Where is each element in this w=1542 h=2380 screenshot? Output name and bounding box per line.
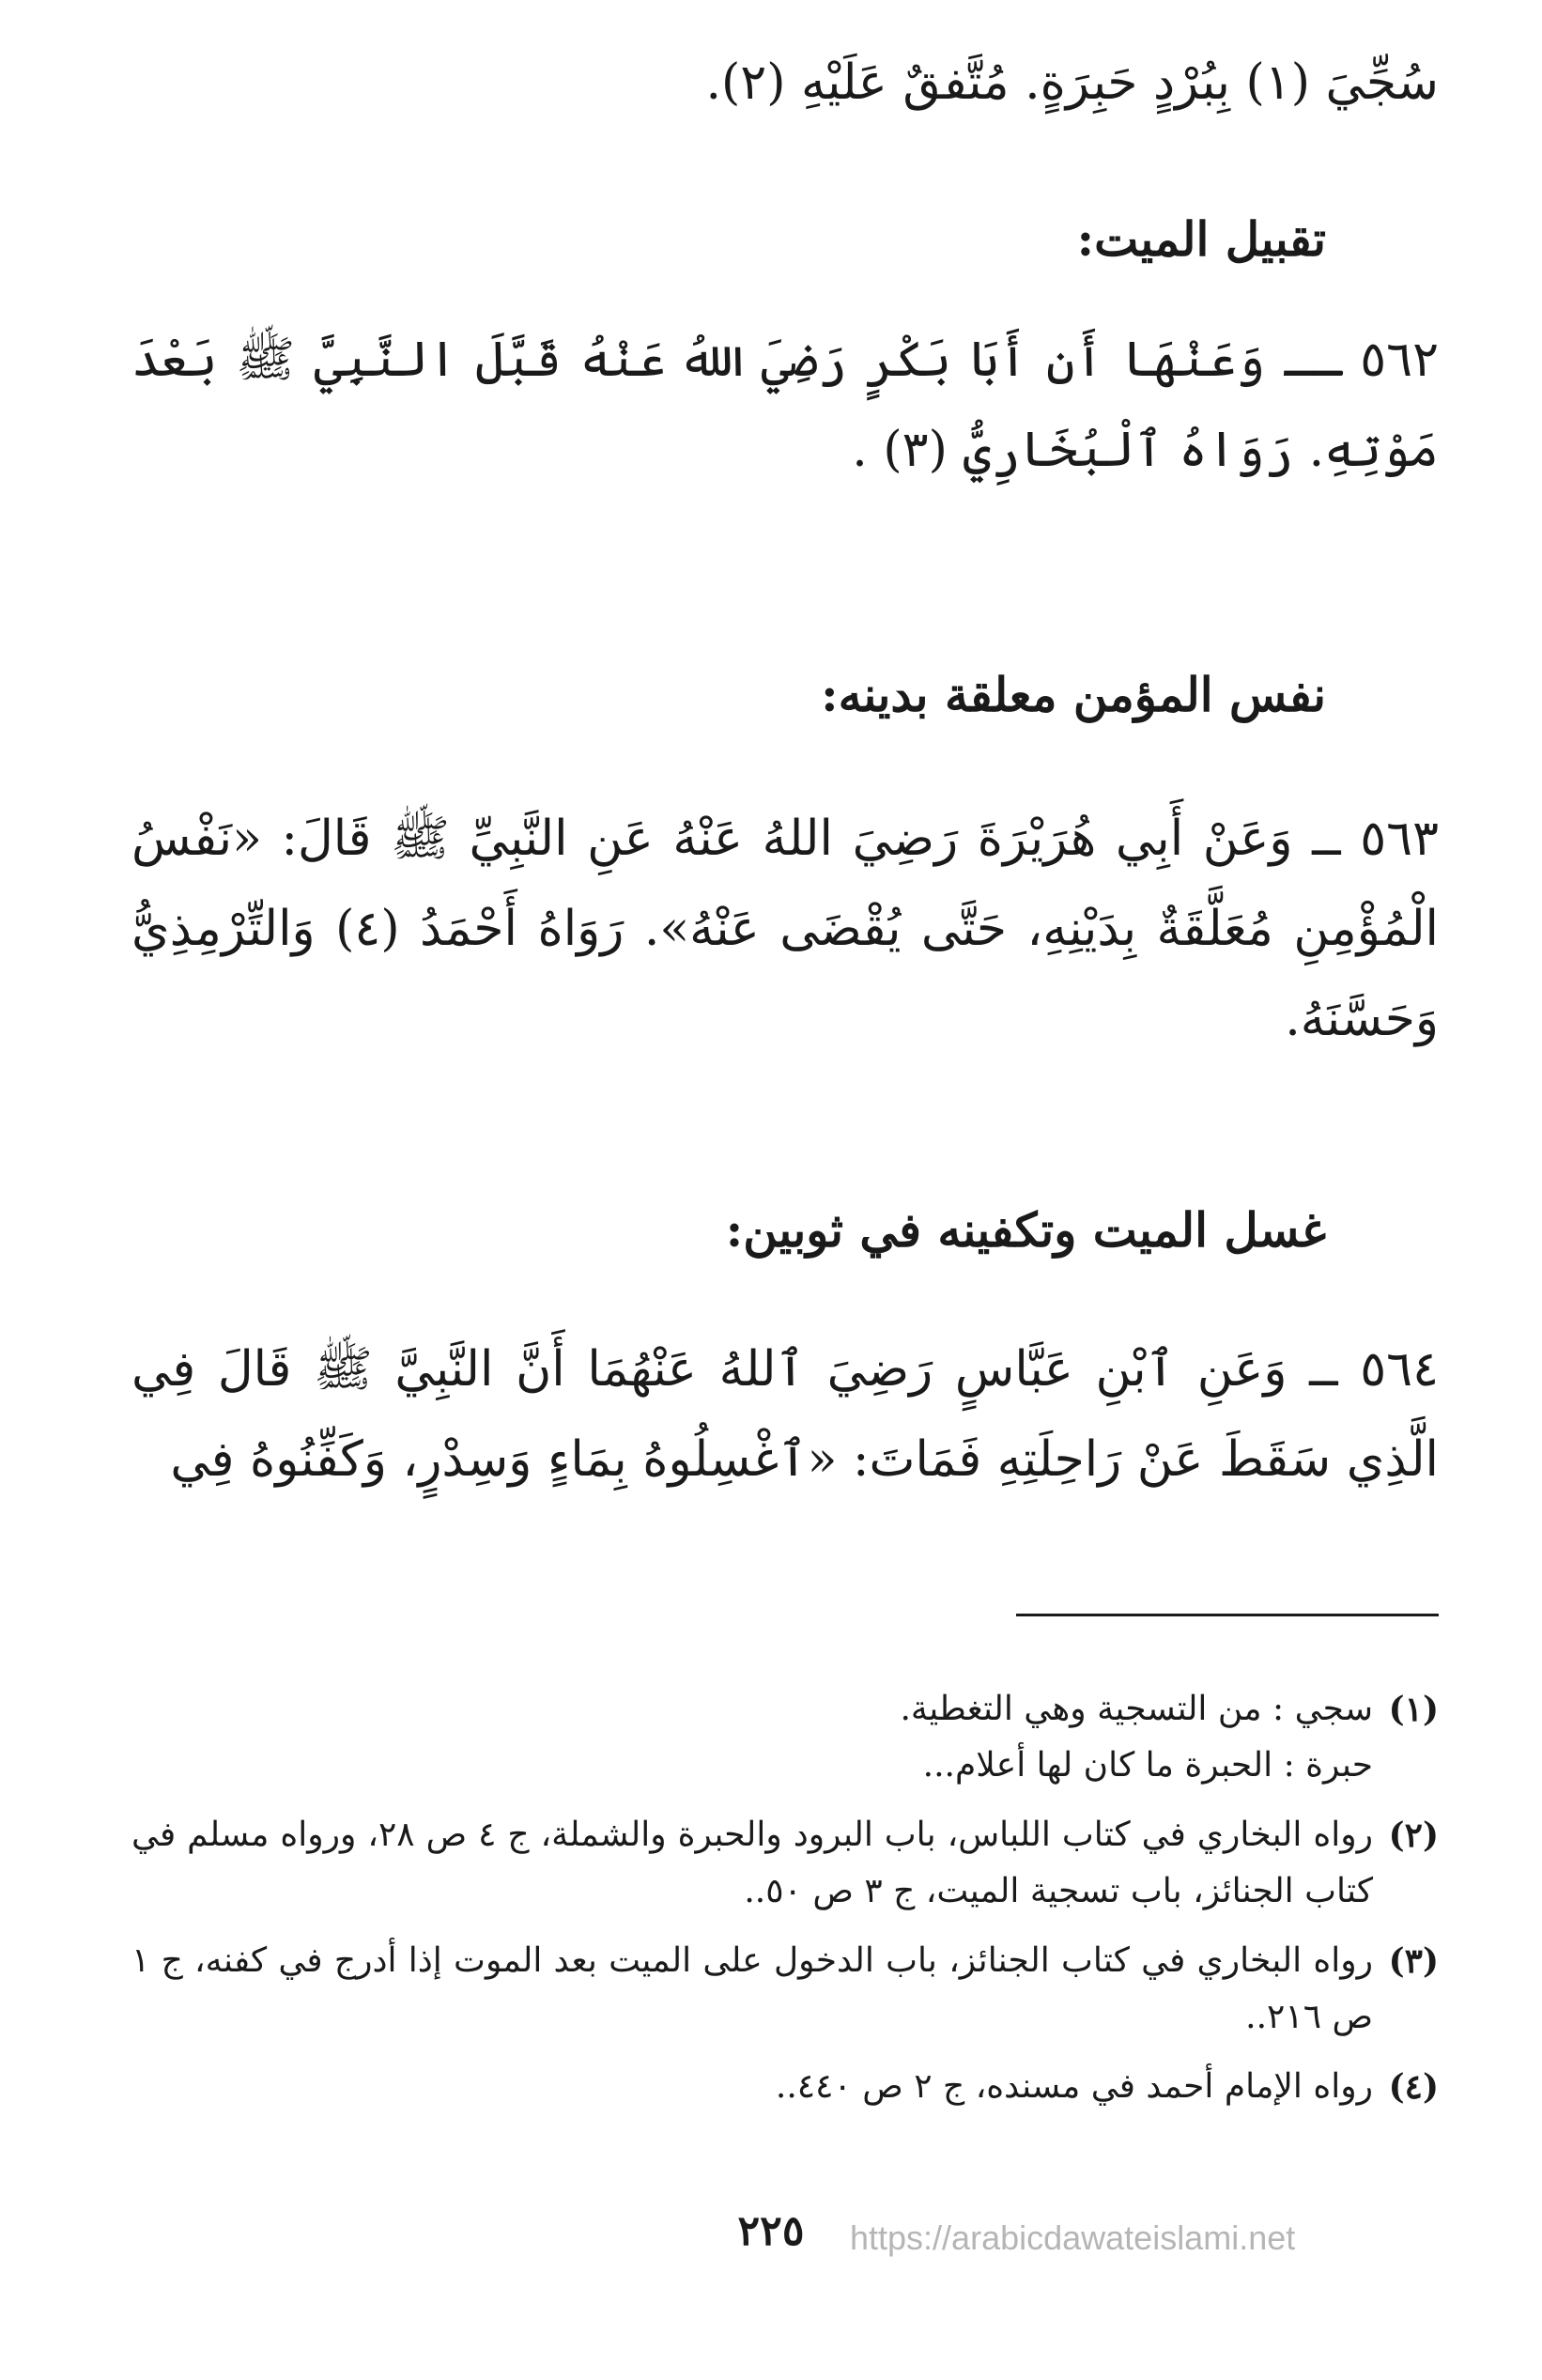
section-heading-2: نفس المؤمن معلقة بدينه: bbox=[821, 667, 1326, 722]
footnote-number: (٢) bbox=[1388, 1816, 1439, 1855]
footnote-number: (٣) bbox=[1388, 1941, 1439, 1981]
footnote-number: (١) bbox=[1388, 1690, 1439, 1729]
hadith-564 bbox=[131, 1324, 1439, 1505]
footnotes bbox=[131, 1681, 1439, 2128]
continuation-line bbox=[131, 38, 1439, 128]
footnote-divider bbox=[1016, 1614, 1439, 1616]
page-number: ٢٢٥ bbox=[737, 2207, 805, 2255]
footnote-body: رواه البخاري في كتاب اللباس، باب البرود والحبرة والشملة، ج ٤ ص ٢٨، ورواه مسلم في كتاب الجنائز، باب تسجية الميت، ج ٣ ص ٥٠.. bbox=[131, 1816, 1373, 1910]
hadith-563-text: ٥٦٣ ــ وَعَنْ أَبِي هُرَيْرَةَ رَضِيَ اللهُ عَنْهُ عَنِ النَّبِيِّ ﷺ قَالَ: «نَفْسُ الْمُؤْمِنِ مُعَلَّقَةٌ بِدَيْنِهِ، حَتَّى يُقْضَى عَنْهُ». رَوَاهُ أَحْمَدُ (٤) وَالتِّرْمِذِيُّ وَحَسَّنَهُ. bbox=[131, 811, 1439, 1047]
hadith-564-text: ٥٦٤ ــ وَعَنِ ٱبْنِ عَبَّاسٍ رَضِيَ ٱللهُ عَنْهُمَا أَنَّ النَّبِيَّ ﷺ قَالَ فِي الَّذِي سَقَطَ عَنْ رَاحِلَتِهِ فَمَاتَ: «ٱغْسِلُوهُ بِمَاءٍ وَسِدْرٍ، وَكَفِّنُوهُ فِي bbox=[131, 1341, 1439, 1488]
footnote-number: (٤) bbox=[1388, 2067, 1439, 2107]
footnote-line: حبرة : الحبرة ما كان لها أعلام... bbox=[922, 1746, 1373, 1785]
hadith-563 bbox=[131, 794, 1439, 1064]
footnote-body: رواه الإمام أحمد في مسنده، ج ٢ ص ٤٤٠.. bbox=[775, 2067, 1373, 2106]
footnote-body: رواه البخاري في كتاب الجنائز، باب الدخول على الميت بعد الموت إذا أدرج في كفنه، ج ١ ص ٢١٦.. bbox=[131, 1941, 1373, 2036]
section-heading-1: تقبيل الميت: bbox=[1076, 211, 1326, 267]
hadith-562-text: ٥٦٢ ــ وَعَنْهَا أَن أَبَا بَكْرٍ رَضِيَ اللهُ عَنْهُ قَبَّلَ النَّبِيَّ ﷺ بَعْدَ مَوْتِهِ. رَوَاهُ ٱلْبُخَارِيُّ (٣) . bbox=[131, 332, 1439, 478]
footnote-1 bbox=[131, 1681, 1439, 1794]
footnote-3 bbox=[131, 1933, 1439, 2046]
footnote-line: سجي : من التسجية وهي التغطية. bbox=[900, 1690, 1373, 1728]
footnote-2 bbox=[131, 1807, 1439, 1920]
footnote-body bbox=[131, 1681, 1373, 1794]
source-watermark: https://arabicdawateislami.net bbox=[850, 2218, 1296, 2257]
footnote-4 bbox=[131, 2059, 1439, 2115]
continuation-text: سُجِّيَ (١) بِبُرْدٍ حَبِرَةٍ. مُتَّفقٌ عَلَيْهِ (٢). bbox=[705, 54, 1439, 111]
section-heading-3: غسل الميت وتكفينه في ثوبين: bbox=[725, 1202, 1326, 1258]
hadith-562 bbox=[131, 315, 1439, 495]
